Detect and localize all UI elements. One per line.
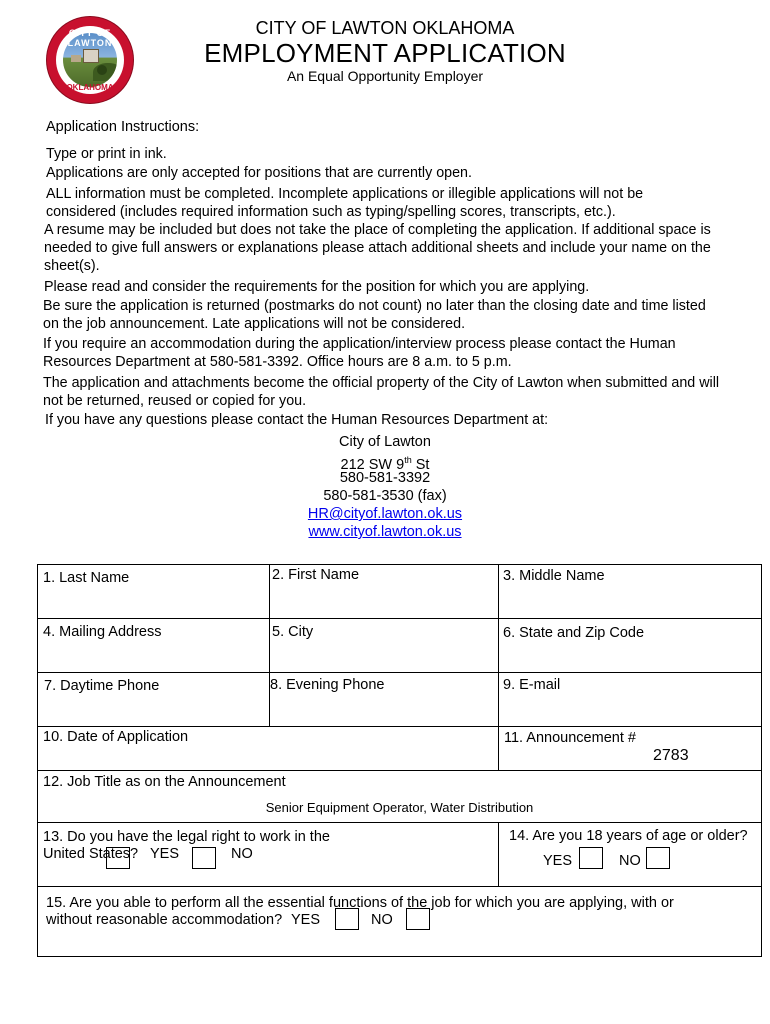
middle-name-label: 3. Middle Name [503,568,605,584]
q13-no-checkbox[interactable] [192,847,216,869]
instruction-item: Please read and consider the requirements for the position for which you are applying. [44,279,590,295]
evening-phone-field[interactable] [270,673,499,727]
instruction-item: A resume may be included but does not take the place of completing the application. If additional space is needed to give full answers or explanations please attach additional sheets and include your name on the sheet(s). [44,222,711,274]
email-label: 9. E-mail [503,677,561,693]
email-field[interactable] [499,673,762,727]
q14-label: 14. Are you 18 years of age or older? [509,828,748,844]
instruction-item: Applications are only accepted for positions that are currently open. [46,165,472,181]
instruction-item: The application and attachments become the official property of the City of Lawton when submitted and will not be returned, reused or copied for you. [43,375,720,409]
mailing-address-field[interactable] [38,619,270,673]
instruction-item: Type or print in ink. [46,146,167,162]
q14-no-label: NO [619,853,641,869]
q15-no-checkbox-wrap [406,908,430,930]
city-field[interactable] [270,619,499,673]
date-of-application-label: 10. Date of Application [43,729,189,745]
q14-yes-checkbox[interactable] [579,847,603,869]
email-link[interactable]: HR@cityof.lawton.ok.us [307,506,463,522]
address-suffix: St [411,456,430,473]
page-subtitle: An Equal Opportunity Employer [286,68,484,84]
contact-web-row [0,523,770,541]
daytime-phone-label: 7. Daytime Phone [44,678,160,694]
q14-cell [499,823,762,887]
website-link[interactable]: www.cityof.lawton.ok.us [308,524,462,540]
contact-fax: 580-581-3530 (fax) [323,488,447,504]
q15-label: 15. Are you able to perform all the essential functions of the job for which you are applying, with or without reasonable accommodation? [46,895,674,928]
instructions-heading: Application Instructions: [46,119,200,135]
first-name-label: 2. First Name [272,567,360,583]
q15-yes-checkbox-wrap [335,908,359,930]
instruction-item: ALL information must be completed. Incomplete applications or illegible applications will not be considered (includes required information such as typing/spelling scores, transcripts, etc.). [46,186,644,220]
job-title-value: Senior Equipment Operator, Water Distribution [265,800,534,815]
q15-no-checkbox[interactable] [406,908,430,930]
city-heading: CITY OF LAWTON OKLAHOMA [255,18,515,38]
daytime-phone-field[interactable] [38,673,270,727]
instruction-item: If you have any questions please contact the Human Resources Department at: [45,412,549,428]
address-street: 212 SW 9 [340,456,405,473]
job-title-field[interactable] [38,771,762,823]
evening-phone-label: 8. Evening Phone [270,677,385,693]
contact-name: City of Lawton [339,434,431,450]
date-of-application-field[interactable] [38,727,499,771]
instruction-item: If you require an accommodation during the application/interview process please contact the Human Resources Department at 580-581-3392. Office hours are 8 a.m. to 5 p.m. [43,336,676,370]
q13-yes-checkbox[interactable] [106,847,130,869]
contact-phone: 580-581-3392 [339,470,431,486]
last-name-label: 1. Last Name [43,570,130,586]
q14-yes-label: YES [543,853,573,869]
q14-no-checkbox[interactable] [646,847,670,869]
announcement-label: 11. Announcement # [504,730,636,746]
mailing-address-label: 4. Mailing Address [43,624,162,640]
instruction-item: Be sure the application is returned (postmarks do not count) no later than the closing date and time listed on the job announcement. Late applications will not be considered. [43,298,706,332]
seal-text-top: CITY OF LAWTON [67,28,113,48]
q13-yes-label: YES [150,846,180,862]
q15-no-label: NO [371,912,393,928]
announcement-field[interactable] [499,727,762,771]
last-name-field[interactable] [38,565,270,619]
q13-no-label: NO [231,846,253,862]
state-zip-label: 6. State and Zip Code [503,625,645,641]
address-ordinal: th [404,455,412,465]
q15-cell [38,887,762,957]
application-form [37,564,762,957]
q13-label: 13. Do you have the legal right to work in the United States? [43,829,330,862]
q14-no-checkbox-wrap [646,847,670,869]
first-name-field[interactable] [270,565,499,619]
contact-email-row [0,505,770,523]
state-zip-field[interactable] [499,619,762,673]
seal-text-bottom: OKLAHOMA [66,83,114,92]
city-label: 5. City [272,624,314,640]
q15-yes-checkbox[interactable] [335,908,359,930]
middle-name-field[interactable] [499,565,762,619]
page-title: EMPLOYMENT APPLICATION [204,38,566,68]
announcement-value: 2783 [653,747,689,764]
q14-yes-checkbox-wrap [579,847,603,869]
job-title-label: 12. Job Title as on the Announcement [43,774,286,790]
q13-cell [38,823,499,887]
q15-yes-label: YES [291,912,321,928]
